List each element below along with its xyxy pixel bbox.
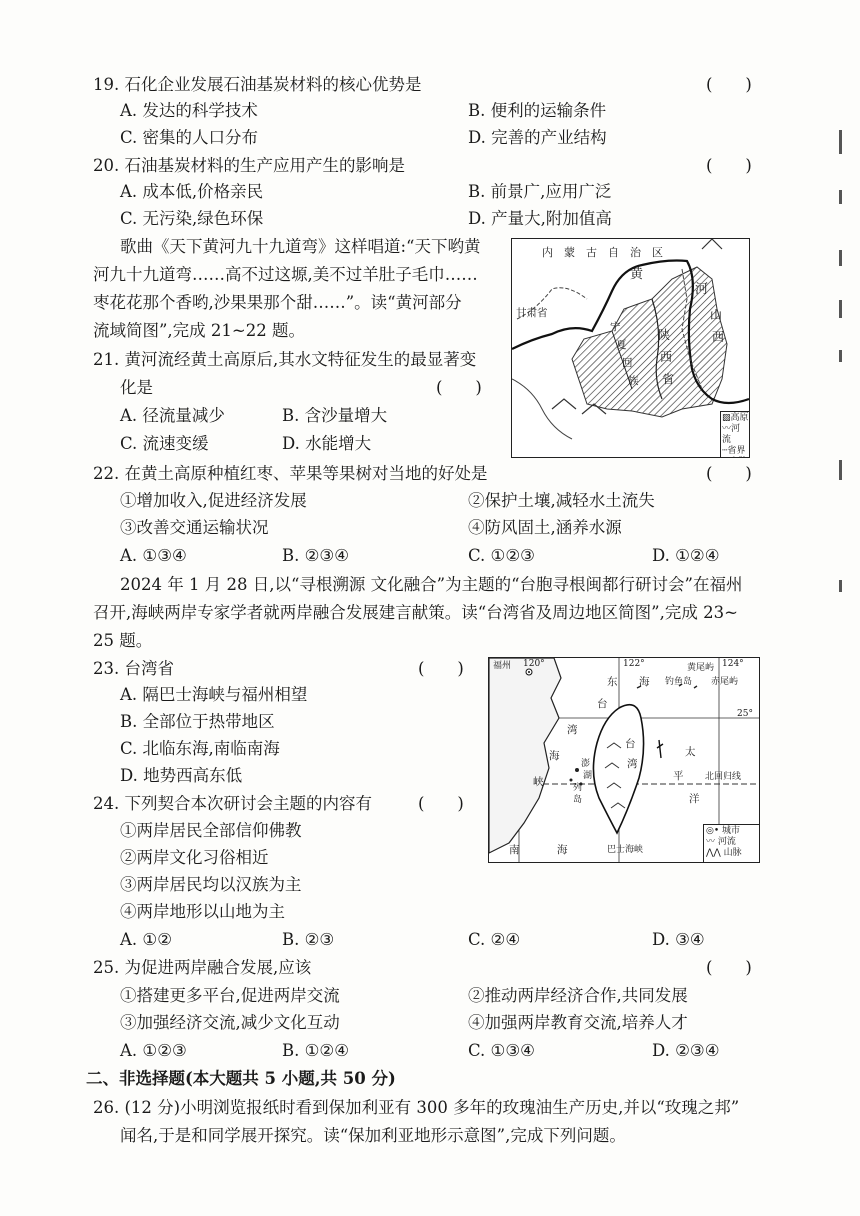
passage1-line1: 歌曲《天下黄河九十九道弯》这样唱道:“天下哟黄 — [120, 237, 481, 256]
map2-legend — [703, 824, 760, 863]
map2-pacific-1: 太 — [685, 746, 696, 758]
q22-option-d[interactable]: D. ①②④ — [652, 546, 720, 565]
map2-pacific-3: 洋 — [689, 793, 700, 805]
q25-answer-paren[interactable]: ( ) — [706, 958, 752, 977]
q22-statement-3: ③改善交通运输状况 — [120, 518, 269, 537]
q21-option-b[interactable]: B. 含沙量增大 — [282, 406, 388, 425]
border-swatch-icon: ┄ — [722, 446, 728, 456]
hatch-swatch-icon: ▨ — [722, 413, 731, 423]
q23-option-d[interactable]: D. 地势西高东低 — [120, 766, 243, 785]
q21-option-a[interactable]: A. 径流量减少 — [120, 406, 225, 425]
legend-mountain — [722, 457, 749, 458]
map2-donghai-2: 海 — [639, 676, 650, 688]
q22-statement-4: ④防风固土,涵养水源 — [468, 518, 622, 537]
map2-chiwei-label: 赤尾屿 — [711, 677, 739, 687]
map2-nanhai-2: 海 — [557, 844, 568, 856]
q21-answer-paren[interactable]: ( ) — [436, 378, 482, 397]
q20-option-d[interactable]: D. 产量大,附加值高 — [468, 209, 612, 228]
section2-heading: 二、非选择题(本大题共 5 小题,共 50 分) — [86, 1069, 396, 1088]
q24-statement-1: ①两岸居民全部信仰佛教 — [120, 821, 302, 840]
map2-nanhai-1: 南 — [509, 844, 520, 856]
map2-penghu-3: 列 — [573, 783, 583, 793]
q21-option-c[interactable]: C. 流速变缓 — [120, 434, 209, 453]
map1-shanxi-1: 山 — [710, 308, 723, 322]
q19-option-b[interactable]: B. 便利的运输条件 — [468, 101, 607, 120]
q24-answer-paren[interactable]: ( ) — [418, 794, 464, 813]
legend-border: ┄省界 — [722, 446, 746, 456]
q19-stem: 19. 石化企业发展石油基炭材料的核心优势是 — [93, 75, 422, 94]
q21-stem-line2: 化是 — [120, 378, 153, 397]
q23-option-a[interactable]: A. 隔巴士海峡与福州相望 — [120, 685, 308, 704]
q22-option-b[interactable]: B. ②③④ — [282, 546, 349, 565]
map1-huang-label: 黄 — [630, 267, 644, 282]
map2-huangwei-label: 黄尾屿 — [687, 663, 715, 673]
scan-mark — [839, 350, 842, 362]
q25-statement-1: ①搭建更多平台,促进两岸交流 — [120, 986, 340, 1005]
passage2-line3: 25 题。 — [93, 631, 153, 650]
legend-plateau: ▨高原 — [722, 413, 749, 423]
q19-option-c[interactable]: C. 密集的人口分布 — [120, 128, 259, 147]
map1-shaanxi-1: 陕 — [658, 328, 671, 342]
legend-river: 〰河流 — [722, 424, 741, 445]
q23-answer-paren[interactable]: ( ) — [418, 659, 464, 678]
map2-bashi-label: 巴士海峡 — [607, 845, 644, 855]
q22-stem: 22. 在黄土高原种植红枣、苹果等果树对当地的好处是 — [93, 464, 488, 483]
map2-lon-122: 122° — [623, 659, 645, 669]
map1-shaanxi-2: 西 — [660, 350, 673, 364]
river-swatch-icon: 〰 — [722, 424, 732, 434]
q20-option-c[interactable]: C. 无污染,绿色环保 — [120, 209, 264, 228]
scan-mark — [839, 250, 842, 266]
q26-line2: 闻名,于是和同学展开探究。读“保加利亚地形示意图”,完成下列问题。 — [120, 1126, 626, 1145]
q20-stem: 20. 石油基炭材料的生产应用产生的影响是 — [93, 156, 405, 175]
passage2-line2: 召开,海峡两岸专家学者就两岸融合发展建言献策。读“台湾省及周边地区简图”,完成 23~ — [93, 603, 738, 622]
q25-option-b[interactable]: B. ①②④ — [282, 1041, 349, 1060]
map2-diaoyu-label: 钓鱼岛 — [665, 677, 693, 687]
map2-fuzhou-label: 福州 — [493, 661, 512, 671]
map1-he-label: 河 — [695, 282, 709, 297]
passage2-line1: 2024 年 1 月 28 日,以“寻根溯源 文化融合”为主题的“台胞寻根闽都行研讨会”在福州 — [120, 575, 743, 594]
q19-option-a[interactable]: A. 发达的科学技术 — [120, 101, 258, 120]
q24-option-b[interactable]: B. ②③ — [282, 930, 335, 949]
map1-gansu-label: 甘肃省 — [516, 307, 548, 319]
passage1-line4: 流域简图”,完成 21~22 题。 — [93, 321, 305, 340]
map1-shaanxi-3: 省 — [662, 372, 675, 386]
q25-stem: 25. 为促进两岸融合发展,应该 — [93, 958, 312, 977]
city-dot-icon: ◎• — [706, 826, 720, 836]
q24-option-d[interactable]: D. ③④ — [652, 930, 705, 949]
q23-option-c[interactable]: C. 北临东海,南临南海 — [120, 739, 280, 758]
q24-stem: 24. 下列契合本次研讨会主题的内容有 — [93, 794, 372, 813]
q25-statement-4: ④加强两岸教育交流,培养人才 — [468, 1013, 688, 1032]
scan-mark — [839, 190, 842, 204]
q20-option-a[interactable]: A. 成本低,价格亲民 — [120, 182, 264, 201]
map1-inner-mongolia-label: 内 蒙 古 自 治 区 — [542, 246, 663, 259]
q22-statement-2: ②保护土壤,减轻水土流失 — [468, 491, 655, 510]
q25-option-c[interactable]: C. ①③④ — [468, 1041, 535, 1060]
q22-option-a[interactable]: A. ①③④ — [120, 546, 187, 565]
legend-city: ◎• 城市 — [706, 826, 741, 836]
q21-option-d[interactable]: D. 水能增大 — [282, 434, 372, 453]
scan-mark — [839, 460, 842, 480]
map2-donghai-1: 东 — [607, 676, 618, 688]
q24-option-c[interactable]: C. ②④ — [468, 930, 521, 949]
map2-taiwan-1: 台 — [625, 738, 636, 750]
taiwan-map — [488, 657, 760, 863]
map2-tropic-label: 北回归线 — [705, 772, 742, 782]
map2-strait-4: 峡 — [533, 776, 544, 788]
q25-option-d[interactable]: D. ②③④ — [652, 1041, 720, 1060]
map2-penghu-2: 湖 — [583, 771, 593, 781]
map2-strait-3: 海 — [549, 750, 560, 762]
q20-option-b[interactable]: B. 前景广,应用广泛 — [468, 182, 612, 201]
q25-statement-2: ②推动两岸经济合作,共同发展 — [468, 986, 688, 1005]
q26-line1: 26. (12 分)小明浏览报纸时看到保加利亚有 300 多年的玫瑰油生产历史,并以“玫瑰之邦” — [93, 1098, 740, 1117]
q22-answer-paren[interactable]: ( ) — [706, 464, 752, 483]
map2-pacific-2: 平 — [673, 770, 684, 782]
q19-option-d[interactable]: D. 完善的产业结构 — [468, 128, 607, 147]
q23-option-b[interactable]: B. 全部位于热带地区 — [120, 712, 275, 731]
q23-stem: 23. 台湾省 — [93, 659, 174, 678]
map1-ningxia-2: 夏 — [616, 339, 627, 351]
mountain-swatch-icon: ⋀⋀ — [706, 848, 721, 858]
map1-ningxia-1: 宁 — [610, 321, 621, 333]
q24-statement-4: ④两岸地形以山地为主 — [120, 902, 285, 921]
map1-shanxi-2: 西 — [712, 330, 725, 344]
map1-ningxia-4: 族 — [628, 375, 639, 387]
q25-statement-3: ③加强经济交流,减少文化互动 — [120, 1013, 340, 1032]
legend-river2: 〰 河流 — [706, 837, 736, 847]
map2-taiwan-2: 湾 — [627, 758, 638, 770]
map2-penghu-1: 澎 — [581, 759, 591, 769]
passage1-line3: 枣花花那个香哟,沙果果那个甜……”。读“黄河部分 — [93, 293, 462, 312]
passage1-line2: 河九十九道弯……高不过这塬,美不过羊肚子毛巾…… — [93, 265, 478, 284]
map1-ningxia-3: 回 — [622, 357, 633, 369]
map2-lat-25: 25° — [737, 709, 753, 719]
legend-mountain2: ⋀⋀ 山脉 — [706, 848, 742, 858]
map2-strait-2: 湾 — [567, 724, 578, 736]
scan-mark — [839, 130, 842, 154]
q19-answer-paren[interactable]: ( ) — [706, 75, 752, 94]
q21-stem-line1: 21. 黄河流经黄土高原后,其水文特征发生的最显著变 — [93, 350, 477, 369]
map2-lon-124: 124° — [722, 659, 744, 669]
scan-mark — [839, 300, 842, 318]
q24-option-a[interactable]: A. ①② — [120, 930, 172, 949]
mountain-swatch-icon — [722, 457, 729, 458]
map2-penghu-4: 岛 — [573, 795, 583, 805]
q20-answer-paren[interactable]: ( ) — [706, 156, 752, 175]
q22-statement-1: ①增加收入,促进经济发展 — [120, 491, 307, 510]
river-swatch-icon: 〰 — [706, 837, 716, 847]
map1-legend — [720, 411, 750, 458]
yellow-river-basin-map — [511, 238, 750, 458]
map2-strait-1: 台 — [597, 698, 608, 710]
scan-mark — [839, 580, 842, 592]
q25-option-a[interactable]: A. ①②③ — [120, 1041, 187, 1060]
q24-statement-2: ②两岸文化习俗相近 — [120, 848, 269, 867]
q22-option-c[interactable]: C. ①②③ — [468, 546, 535, 565]
map2-lon-120: 120° — [523, 659, 545, 669]
q24-statement-3: ③两岸居民均以汉族为主 — [120, 875, 302, 894]
